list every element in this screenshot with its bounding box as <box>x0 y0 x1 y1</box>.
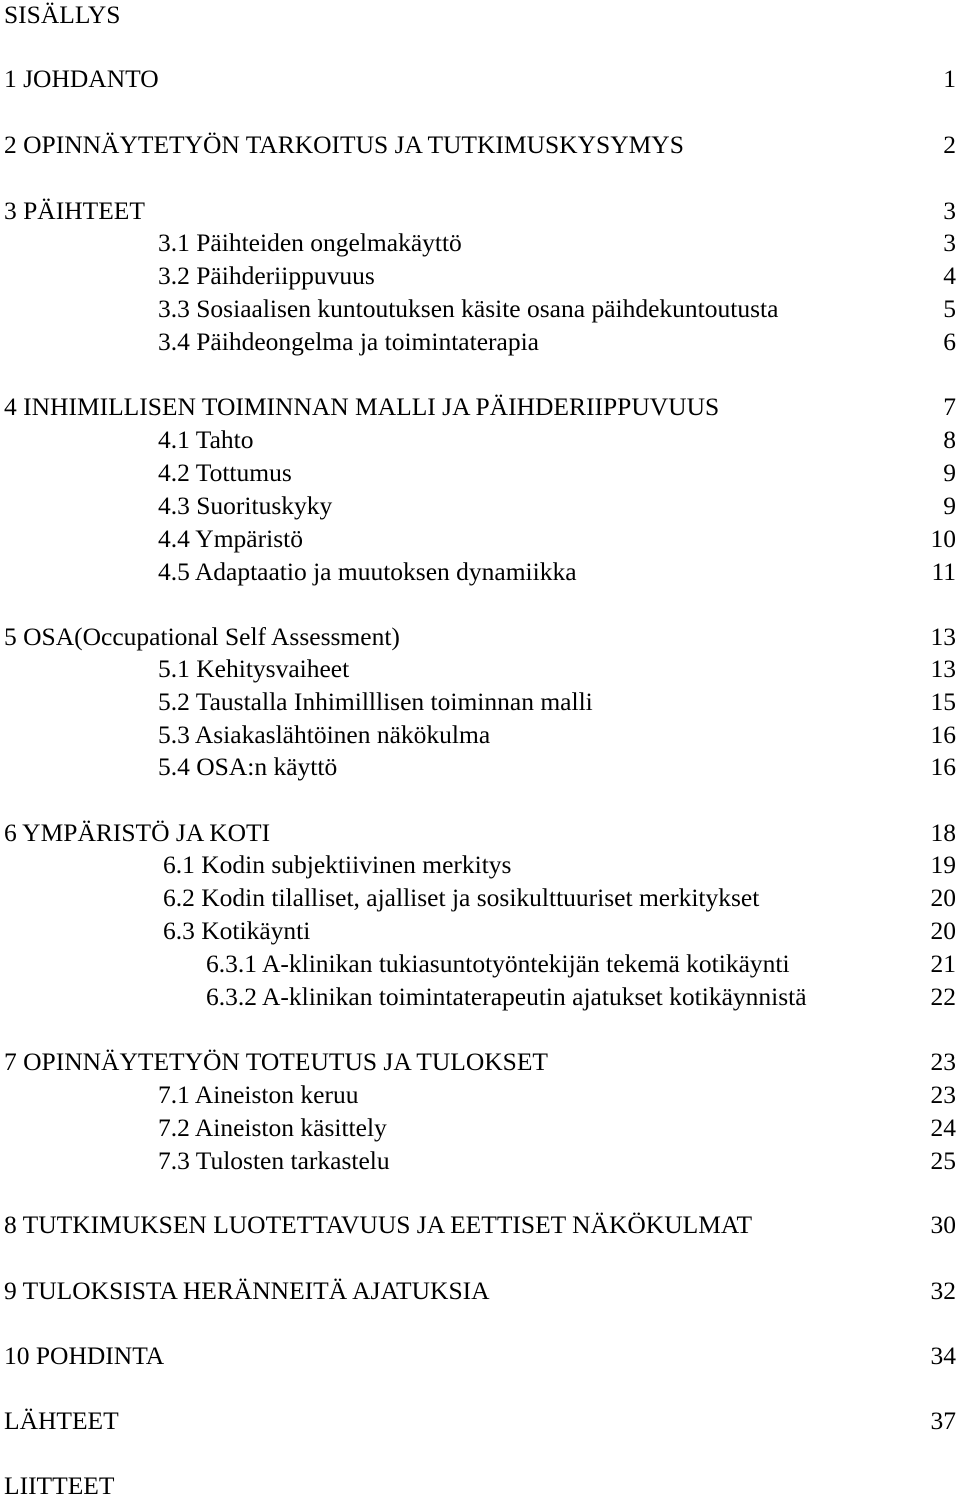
toc-entry-label: 6.2 Kodin tilalliset, ajalliset ja sosikulttuuriset merkitykset <box>163 883 760 912</box>
toc-title-text: SISÄLLYS <box>4 0 121 29</box>
toc-entry-page-number: 20 <box>930 916 956 945</box>
toc-entry-page-number: 4 <box>943 261 956 290</box>
toc-entry-page-number: 13 <box>930 654 956 683</box>
toc-entry-label: 6 YMPÄRISTÖ JA KOTI <box>4 818 271 847</box>
toc-entry-label: 6.1 Kodin subjektiivinen merkitys <box>163 850 512 879</box>
toc-entry-page-number: 16 <box>930 720 956 749</box>
toc-entry-page-number: 6 <box>943 327 956 356</box>
toc-entry-page-number: 9 <box>943 458 956 487</box>
toc-entry <box>0 982 960 1012</box>
toc-entry <box>0 491 960 521</box>
toc-entry-page-number: 34 <box>930 1341 956 1370</box>
toc-entry-page-number: 19 <box>930 850 956 879</box>
toc-entry <box>0 916 960 946</box>
toc-entry-page-number: 8 <box>943 425 956 454</box>
toc-entry <box>0 850 960 880</box>
toc-entry-page-number: 11 <box>931 557 956 586</box>
toc-entry-page-number: 37 <box>930 1406 956 1435</box>
toc-entry-page-number: 24 <box>930 1113 956 1142</box>
toc-entry-label: 5.4 OSA:n käyttö <box>158 752 338 781</box>
toc-entry-label: 6.3.1 A-klinikan tukiasuntotyöntekijän tekemä kotikäynti <box>206 949 790 978</box>
toc-entry <box>0 327 960 357</box>
toc-entry-label: 4.4 Ympäristö <box>158 524 303 553</box>
toc-entry-page-number: 3 <box>943 228 956 257</box>
toc-entry-label: LÄHTEET <box>4 1406 119 1435</box>
toc-entry-label: 5.2 Taustalla Inhimilllisen toiminnan malli <box>158 687 593 716</box>
toc-entry-page-number: 30 <box>930 1210 956 1239</box>
toc-entry <box>0 720 960 750</box>
toc-title <box>0 0 960 30</box>
toc-entry <box>0 1146 960 1176</box>
toc-entry <box>0 557 960 587</box>
toc-entry-page-number: 5 <box>943 294 956 323</box>
toc-entry <box>0 458 960 488</box>
toc-entry-label: 3.2 Päihderiippuvuus <box>158 261 375 290</box>
toc-entry <box>0 818 960 848</box>
toc-entry <box>0 524 960 554</box>
toc-entry-label: 7.3 Tulosten tarkastelu <box>158 1146 390 1175</box>
toc-entry-page-number: 1 <box>943 64 956 93</box>
toc-entry-label: 6.3.2 A-klinikan toimintaterapeutin ajatukset kotikäynnistä <box>206 982 807 1011</box>
toc-entry-label: 7.2 Aineiston käsittely <box>158 1113 387 1142</box>
toc-entry <box>0 228 960 258</box>
toc-entry-page-number: 20 <box>930 883 956 912</box>
toc-entry-page-number: 2 <box>943 130 956 159</box>
toc-entry <box>0 425 960 455</box>
toc-entry-page-number: 23 <box>930 1047 956 1076</box>
toc-entry-label: 5.1 Kehitysvaiheet <box>158 654 350 683</box>
toc-entry <box>0 949 960 979</box>
toc-entry-label: 3 PÄIHTEET <box>4 196 145 225</box>
toc-entry <box>0 622 960 652</box>
toc-entry-label: 4.1 Tahto <box>158 425 254 454</box>
toc-entry-label: LIITTEET <box>4 1471 115 1500</box>
toc-entry-label: 3.4 Päihdeongelma ja toimintaterapia <box>158 327 539 356</box>
toc-entry-label: 5 OSA(Occupational Self Assessment) <box>4 622 400 651</box>
toc-entry-label: 10 POHDINTA <box>4 1341 165 1370</box>
toc-entry <box>0 654 960 684</box>
toc-entry-label: 7.1 Aineiston keruu <box>158 1080 359 1109</box>
toc-entry <box>0 1113 960 1143</box>
toc-entry <box>0 1406 960 1436</box>
toc-entry <box>0 1341 960 1371</box>
toc-entry <box>0 752 960 782</box>
toc-entry <box>0 261 960 291</box>
toc-entry <box>0 687 960 717</box>
toc-entry-label: 6.3 Kotikäynti <box>163 916 311 945</box>
toc-entry-page-number: 23 <box>930 1080 956 1109</box>
toc-entry-page-number: 9 <box>943 491 956 520</box>
toc-entry-label: 4.5 Adaptaatio ja muutoksen dynamiikka <box>158 557 577 586</box>
toc-entry-label: 8 TUTKIMUKSEN LUOTETTAVUUS JA EETTISET NÄKÖKULMAT <box>4 1210 753 1239</box>
toc-entry <box>0 392 960 422</box>
toc-entry-label: 3.3 Sosiaalisen kuntoutuksen käsite osana päihdekuntoutusta <box>158 294 779 323</box>
toc-entry-page-number: 32 <box>930 1276 956 1305</box>
toc-entry-label: 5.3 Asiakaslähtöinen näkökulma <box>158 720 491 749</box>
toc-entry-page-number: 7 <box>943 392 956 421</box>
toc-entry-label: 3.1 Päihteiden ongelmakäyttö <box>158 228 462 257</box>
toc-entry <box>0 130 960 160</box>
toc-entry-page-number: 25 <box>930 1146 956 1175</box>
toc-entry-label: 4.2 Tottumus <box>158 458 292 487</box>
toc-entry-page-number: 3 <box>943 196 956 225</box>
toc-entry <box>0 1276 960 1306</box>
toc-entry <box>0 1080 960 1110</box>
toc-entry-page-number: 22 <box>930 982 956 1011</box>
toc-entry <box>0 883 960 913</box>
toc-entry-label: 7 OPINNÄYTETYÖN TOTEUTUS JA TULOKSET <box>4 1047 548 1076</box>
toc-entry-page-number: 13 <box>930 622 956 651</box>
toc-entry-page-number: 18 <box>930 818 956 847</box>
toc-entry-page-number: 10 <box>930 524 956 553</box>
toc-entry <box>0 64 960 94</box>
toc-entry-label: 4.3 Suorituskyky <box>158 491 333 520</box>
toc-entry-page-number: 16 <box>930 752 956 781</box>
toc-entry <box>0 294 960 324</box>
toc-entry-page-number: 21 <box>930 949 956 978</box>
toc-entry-label: 9 TULOKSISTA HERÄNNEITÄ AJATUKSIA <box>4 1276 490 1305</box>
toc-entry-label: 4 INHIMILLISEN TOIMINNAN MALLI JA PÄIHDERIIPPUVUUS <box>4 392 720 421</box>
toc-entry <box>0 196 960 226</box>
toc-entry-page-number: 15 <box>930 687 956 716</box>
toc-entry <box>0 1047 960 1077</box>
toc-entry-label: 2 OPINNÄYTETYÖN TARKOITUS JA TUTKIMUSKYSYMYS <box>4 130 684 159</box>
toc-entry <box>0 1210 960 1240</box>
toc-entry-label: 1 JOHDANTO <box>4 64 159 93</box>
